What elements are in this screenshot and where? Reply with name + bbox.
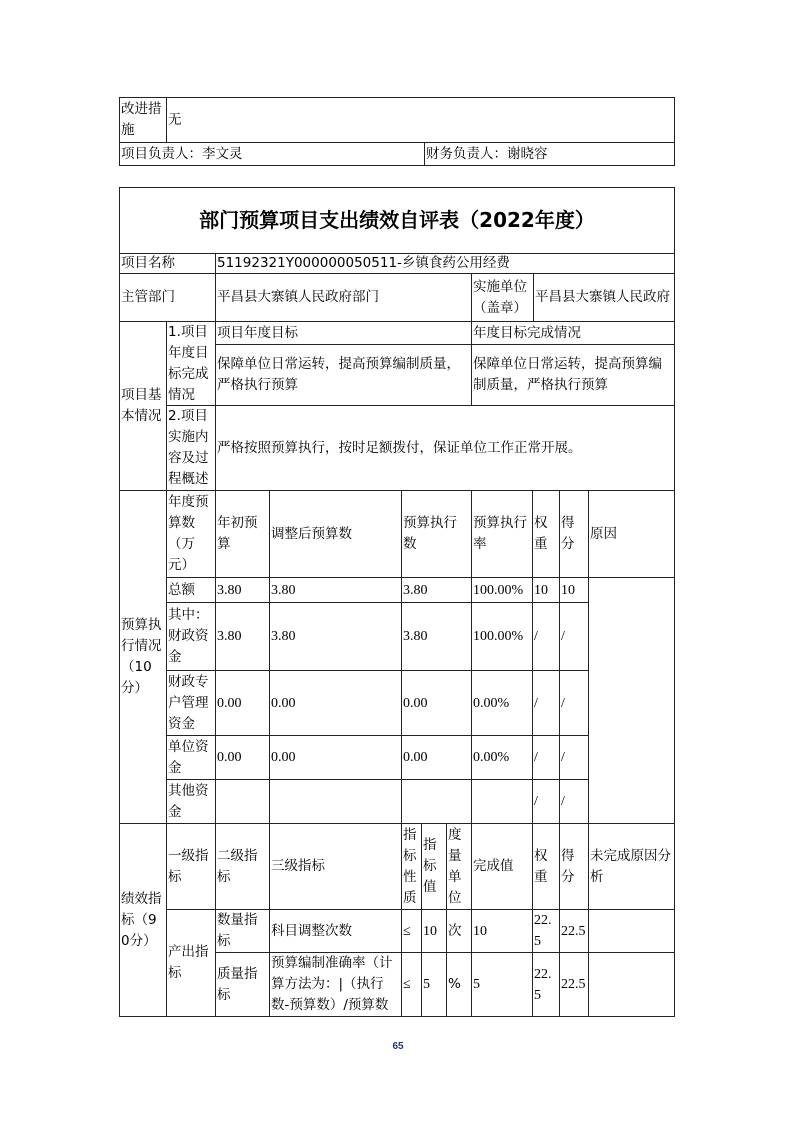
completion-header [471,321,675,345]
perf-header-text: 指标性质 [403,826,417,906]
dept-label-text: 主管部门 [121,289,175,305]
perf-cell-reason [588,952,675,1017]
budget-cell-executed-text: 0.00 [403,750,428,765]
perf-header-text: 权重 [534,847,548,885]
budget-cell-score-text: / [561,695,565,711]
perf-header [471,823,533,910]
budget-header [269,490,402,578]
perf-cell-score-text: 22.5 [561,923,586,939]
impl-unit-label [471,273,534,322]
budget-cell-score [559,735,589,780]
perf-label [119,823,167,1017]
budget-cell-rate [471,602,533,671]
budget-cell-initial [215,577,270,603]
budget-cell-executed-text: 0.00 [403,695,428,711]
budget-header [532,490,560,578]
basic-label [119,321,167,491]
budget-row-label [166,735,216,780]
perf-cell-actual-text: 10 [473,923,487,939]
budget-row-label [166,670,216,736]
perf-cell-weight [532,909,560,953]
measures-value-text: 无 [168,111,182,128]
budget-cell-executed [401,602,472,671]
budget-cell-initial [215,735,270,780]
budget-row-label [166,779,216,824]
budget-cell-score [559,602,589,671]
budget-cell-initial-text: 0.00 [217,695,242,711]
name-label [119,253,216,274]
goal-text [215,344,472,406]
budget-cell-executed-text: 3.80 [403,582,428,598]
budget-cell-adjusted-text: 3.80 [271,582,296,598]
budget-cell-score-text: / [561,629,565,644]
budget-cell-adjusted [269,779,402,824]
budget-row-label-text: 其他资金 [168,782,209,820]
budget-header [166,490,216,578]
measures-label [119,97,167,143]
budget-header [471,490,533,578]
budget-header-text: 预算执行数 [403,515,457,552]
budget-cell-initial-text: 3.80 [217,582,242,598]
budget-reason-cell [588,577,675,824]
perf-cell-value [421,952,447,1017]
budget-cell-executed [401,735,472,780]
budget-row-label [166,602,216,671]
perf-level1-text: 产出指标 [168,944,209,981]
perf-header-text: 一级指标 [168,847,209,885]
perf-header [588,823,675,910]
budget-row-label-text: 其中：财政资金 [168,607,209,665]
name-value [215,253,675,274]
budget-cell-weight [532,779,560,824]
budget-cell-executed [401,779,472,824]
budget-header-text: 权重 [534,515,548,552]
dept-value-text: 平昌县大寨镇人民政府部门 [217,289,379,305]
perf-cell-value-text: 10 [423,923,437,939]
measures-label-text: 改进措施 [121,101,162,138]
process-label [166,405,216,491]
perf-cell-level3-text: 预算编制准确率（计算方法为：|（执行数-预算数）/预算数 [271,955,393,1013]
budget-label [119,490,167,824]
budget-cell-score [559,670,589,736]
perf-cell-nature [401,952,422,1017]
perf-cell-unit [446,952,472,1017]
perf-header [269,823,402,910]
budget-cell-initial [215,670,270,736]
perf-cell-value-text: 5 [423,977,430,992]
goal-label [166,321,216,406]
budget-cell-rate [471,735,533,780]
budget-cell-weight-text: / [534,695,538,711]
budget-row-label-text: 总额 [168,581,195,598]
name-label-text: 项目名称 [121,255,175,271]
budget-cell-rate-text: 100.00% [473,629,524,644]
budget-cell-weight-text: 10 [534,582,548,598]
perf-cell-level2 [215,952,270,1017]
measures-value [166,97,675,143]
perf-cell-score [559,909,589,953]
budget-cell-weight-text: / [534,794,538,809]
budget-cell-adjusted-text: 0.00 [271,750,296,765]
budget-cell-weight [532,735,560,780]
perf-cell-nature [401,909,422,953]
perf-header-text: 二级指标 [217,847,258,885]
budget-cell-rate-text: 100.00% [473,582,524,598]
perf-header-text: 未完成原因分析 [590,847,671,885]
perf-cell-level3 [269,952,402,1017]
project-lead-text: 项目负责人：李文灵 [121,145,243,162]
perf-header-text: 完成值 [473,858,514,874]
perf-cell-actual-text: 5 [473,977,480,992]
budget-cell-adjusted-text: 3.80 [271,629,296,644]
project-lead [119,142,425,166]
perf-header [215,823,270,910]
budget-header-text: 得分 [561,515,575,552]
budget-cell-score [559,577,589,603]
goal-label-text: 1.项目年度目标完成情况 [168,323,209,403]
perf-cell-weight-text: 22.5 [534,913,552,949]
budget-cell-rate [471,779,533,824]
table-title [119,187,675,254]
perf-header [559,823,589,910]
perf-cell-unit-text: % [448,976,461,992]
budget-header [215,490,270,578]
perf-cell-score-text: 22.5 [561,977,586,992]
perf-cell-value [421,909,447,953]
basic-label-text: 项目基本情况 [121,387,162,424]
dept-label [119,273,216,322]
perf-header [166,823,216,910]
impl-unit-value-text: 平昌县大寨镇人民政府 [535,289,670,305]
perf-cell-level3 [269,909,402,953]
perf-level1 [166,909,216,1017]
page-number: 65 [392,1041,404,1052]
budget-cell-weight-text: / [534,629,538,644]
budget-cell-rate-text: 0.00% [473,750,510,765]
perf-cell-nature-text: ≤ [403,977,411,992]
goal-header [215,321,472,345]
perf-header-text: 得分 [561,847,575,885]
budget-row-label [166,577,216,603]
budget-cell-adjusted [269,670,402,736]
perf-cell-weight-text: 22.5 [534,966,552,1003]
budget-header-text: 调整后预算数 [271,525,352,542]
budget-cell-executed [401,670,472,736]
perf-header [446,823,472,910]
budget-cell-weight [532,577,560,603]
budget-cell-rate [471,577,533,603]
process-label-text: 2.项目实施内容及过程概述 [168,408,209,487]
impl-unit-label-text: 实施单位（盖章） [473,278,527,316]
budget-cell-initial [215,779,270,824]
perf-cell-level2 [215,909,270,953]
perf-cell-level2-text: 数量指标 [217,912,258,949]
budget-row-label-text: 财政专户管理资金 [168,673,209,732]
budget-header-text: 年初预算 [217,515,258,552]
goal-text-text: 保障单位日常运转，提高预算编制质量，严格执行预算 [217,356,460,393]
perf-header-text: 三级指标 [271,858,325,874]
perf-cell-nature-text: ≤ [403,923,411,939]
budget-cell-initial-text: 0.00 [217,750,242,765]
perf-cell-level2-text: 质量指标 [217,965,258,1003]
perf-cell-actual [471,952,533,1017]
impl-unit-value [533,273,675,322]
budget-header [588,490,675,578]
budget-cell-initial [215,602,270,671]
budget-header [401,490,472,578]
table-title-text: 部门预算项目支出绩效自评表（2022年度） [199,208,595,232]
budget-cell-rate [471,670,533,736]
perf-header-text: 指标值 [423,837,437,895]
perf-header [421,823,447,910]
perf-cell-unit [446,909,472,953]
perf-header-text: 度量单位 [448,826,462,906]
perf-label-text: 绩效指标（90分） [121,890,162,949]
budget-header-text: 原因 [590,525,617,542]
budget-cell-score [559,779,589,824]
budget-cell-adjusted [269,577,402,603]
budget-header-text: 年度预算数（万元） [168,494,209,573]
perf-cell-unit-text: 次 [448,922,462,939]
budget-cell-score-text: 10 [561,582,575,598]
finance-lead [424,142,675,166]
budget-cell-weight [532,602,560,671]
budget-cell-adjusted [269,735,402,780]
budget-row-label-text: 单位资金 [168,738,209,776]
completion-text-text: 保障单位日常运转，提高预算编制质量，严格执行预算 [473,356,662,393]
perf-cell-actual [471,909,533,953]
completion-header-text: 年度目标完成情况 [473,324,581,341]
perf-header [401,823,422,910]
process-text-text: 严格按照预算执行，按时足额拨付，保证单位工作正常开展。 [217,439,582,456]
budget-cell-score-text: / [561,750,565,765]
budget-cell-executed-text: 3.80 [403,629,428,644]
name-value-text: 51192321Y000000050511-乡镇食药公用经费 [217,255,510,271]
budget-cell-adjusted-text: 0.00 [271,695,296,711]
budget-cell-adjusted [269,602,402,671]
budget-cell-weight [532,670,560,736]
budget-cell-rate-text: 0.00% [473,695,510,711]
budget-cell-executed [401,577,472,603]
budget-label-text: 预算执行情况（10分） [121,617,162,696]
budget-cell-initial-text: 3.80 [217,629,242,644]
perf-cell-weight [532,952,560,1017]
finance-lead-text: 财务负责人：谢晓容 [426,145,548,162]
goal-header-text: 项目年度目标 [217,324,298,341]
perf-cell-reason [588,909,675,953]
perf-cell-level3-text: 科目调整次数 [271,922,352,939]
perf-header [532,823,560,910]
process-text [215,405,675,491]
budget-header [559,490,589,578]
dept-value [215,273,472,322]
budget-header-text: 预算执行率 [473,515,527,552]
perf-cell-score [559,952,589,1017]
budget-cell-weight-text: / [534,750,538,765]
budget-cell-score-text: / [561,794,565,809]
completion-text [471,344,675,406]
